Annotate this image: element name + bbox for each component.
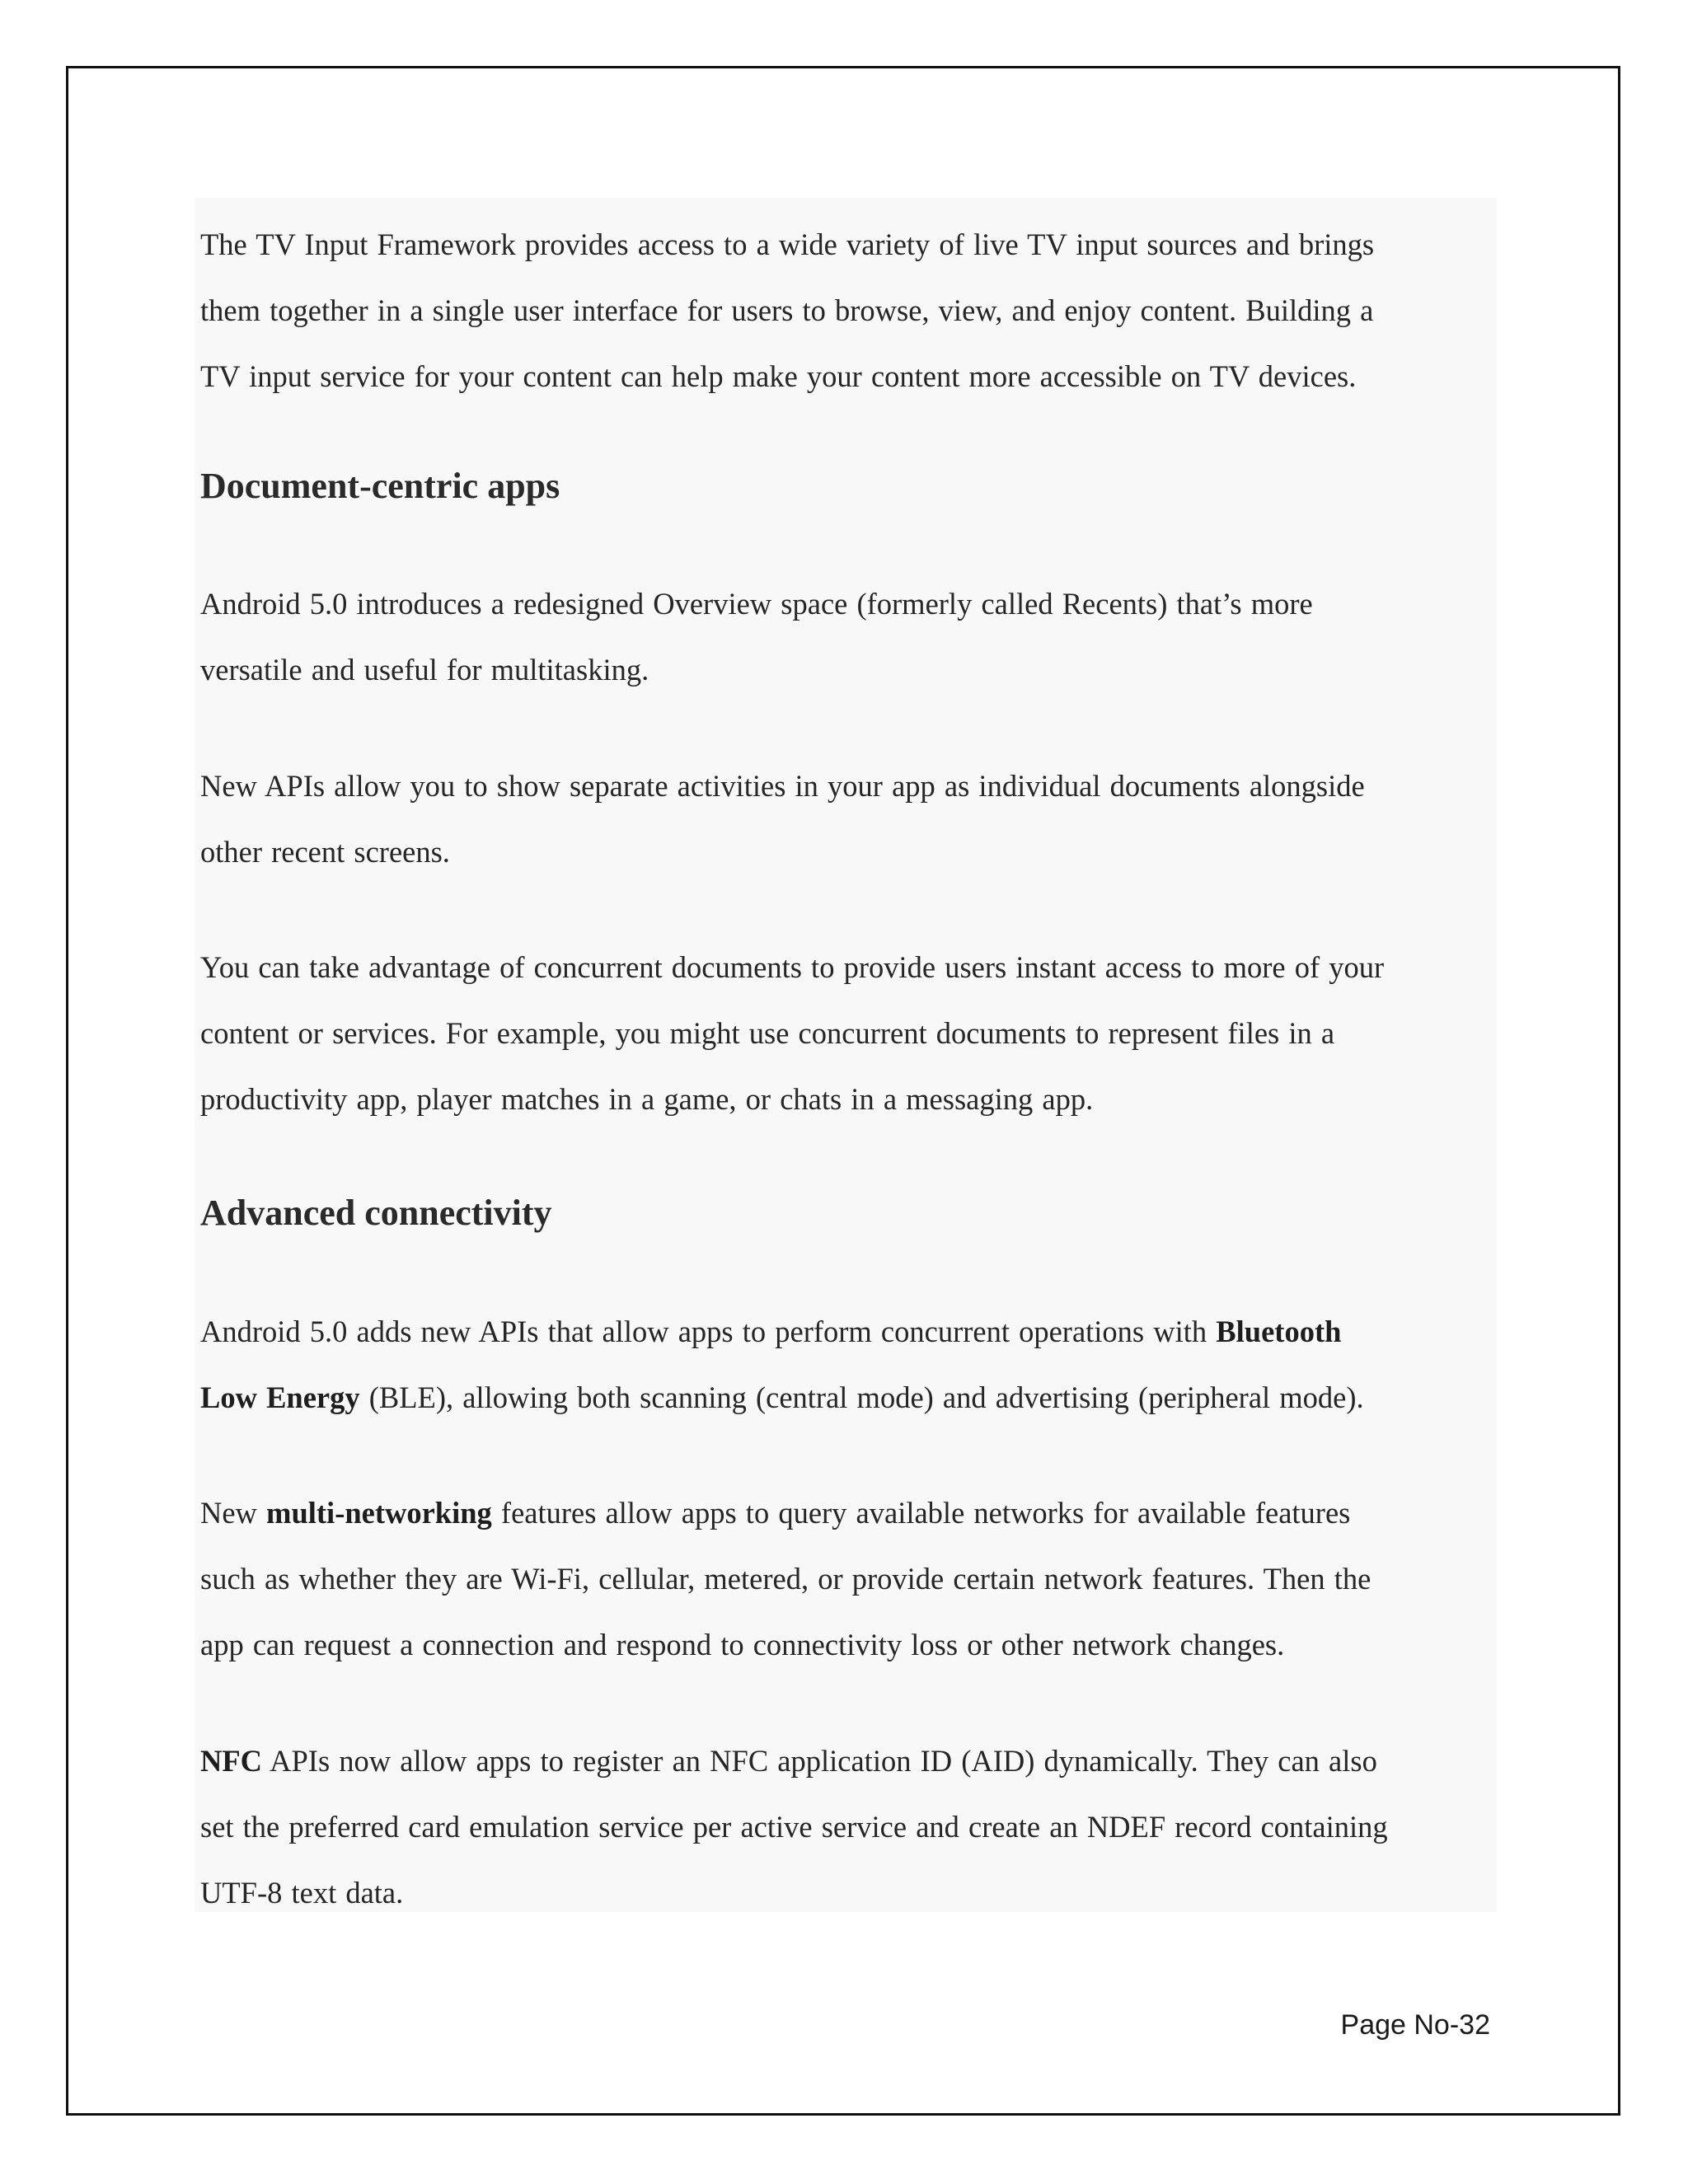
connectivity-p2-line-1 [200, 1480, 1494, 1546]
low-energy-term: Low Energy [200, 1380, 360, 1414]
intro-line-2: them together in a single user interface for users to browse, view, and enjoy content. Building a [200, 293, 1374, 327]
intro-paragraph [200, 212, 1494, 410]
document-paragraph-2 [200, 753, 1494, 885]
connectivity-paragraph-1 [200, 1299, 1494, 1431]
document-p3-line-1: You can take advantage of concurrent documents to provide users instant access to more of your [200, 950, 1385, 984]
connectivity-p1-line-1-text: Android 5.0 adds new APIs that allow apps to perform concurrent operations with [200, 1315, 1217, 1348]
document-p2-line-1: New APIs allow you to show separate activities in your app as individual documents alongside [200, 769, 1365, 803]
heading-advanced-connectivity: Advanced connectivity [200, 1193, 552, 1233]
connectivity-paragraph-2 [200, 1480, 1494, 1678]
multi-networking-term: multi-networking [266, 1496, 492, 1530]
document-p2-line-2: other recent screens. [200, 835, 450, 869]
document-p3-line-2: content or services. For example, you might use concurrent documents to represent files in a [200, 1016, 1335, 1050]
document-paragraph-1 [200, 571, 1494, 703]
connectivity-p1-line-1 [200, 1299, 1494, 1365]
connectivity-p2-line-1-pre: New [200, 1496, 267, 1530]
document-p3-line-3: productivity app, player matches in a game, or chats in a messaging app. [200, 1082, 1094, 1116]
nfc-term: NFC [200, 1744, 263, 1778]
connectivity-p1-line-2-text: (BLE), allowing both scanning (central mode) and advertising (peripheral mode). [359, 1380, 1364, 1414]
document-p1-line-1: Android 5.0 introduces a redesigned Overview space (formerly called Recents) that’s more [200, 587, 1313, 621]
heading-document-centric-apps: Document-centric apps [200, 466, 560, 506]
connectivity-p2-line-3: app can request a connection and respond to connectivity loss or other network changes. [200, 1628, 1285, 1661]
document-paragraph-3 [200, 935, 1494, 1132]
connectivity-p2-line-2: such as whether they are Wi-Fi, cellular, metered, or provide certain network features. Then the [200, 1562, 1372, 1596]
bluetooth-term: Bluetooth [1216, 1315, 1342, 1348]
page-number: Page No-32 [1340, 2009, 1490, 2041]
intro-line-3: TV input service for your content can help make your content more accessible on TV devices. [200, 359, 1357, 393]
document-p1-line-2: versatile and useful for multitasking. [200, 653, 649, 687]
connectivity-p3-line-1-text: APIs now allow apps to register an NFC application ID (AID) dynamically. They can also [262, 1744, 1377, 1778]
connectivity-p2-line-1-post: features allow apps to query available networks for available features [491, 1496, 1351, 1530]
intro-line-1: The TV Input Framework provides access to a wide variety of live TV input sources and brings [200, 227, 1375, 261]
connectivity-p3-line-3: UTF-8 text data. [200, 1876, 404, 1910]
connectivity-paragraph-3 [200, 1728, 1494, 1926]
connectivity-p1-line-2 [200, 1365, 1494, 1431]
connectivity-p3-line-2: set the preferred card emulation service per active service and create an NDEF record containing [200, 1810, 1388, 1844]
connectivity-p3-line-1 [200, 1728, 1494, 1794]
